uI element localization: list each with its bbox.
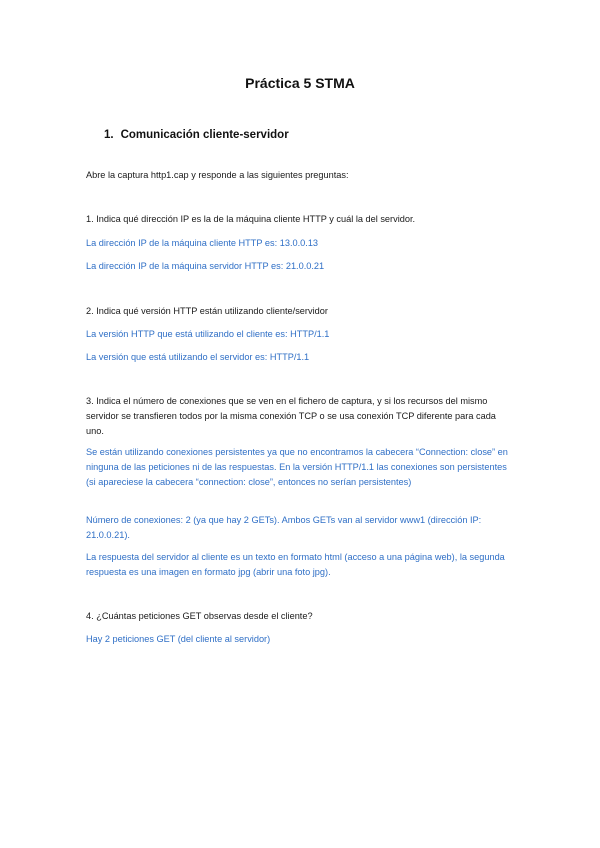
section-number: 1. bbox=[104, 129, 114, 141]
answer-3-persistent: Se están utilizando conexiones persistentes ya que no encontramos la cabecera “Connection: close” en ninguna de las peticiones ni de las respuestas. En la versión HTTP/1.1 las conexiones son persistentes (si apareciese la cabecera “connection: close”, entonces no serían persistentes) bbox=[86, 447, 508, 487]
answer-2-server-version: La versión que está utilizando el servidor es: HTTP/1.1 bbox=[86, 352, 310, 362]
question-4: 4. ¿Cuántas peticiones GET observas desde el cliente? bbox=[86, 611, 313, 621]
question-2: 2. Indica qué versión HTTP están utilizando cliente/servidor bbox=[86, 306, 328, 316]
answer-1-client-ip: La dirección IP de la máquina cliente HTTP es: 13.0.0.13 bbox=[86, 238, 319, 248]
answer-3-connections: Número de conexiones: 2 (ya que hay 2 GETs). Ambos GETs van al servidor www1 (dirección IP: 21.0.0.21). bbox=[86, 515, 482, 540]
question-3: 3. Indica el número de conexiones que se ven en el fichero de captura, y si los recursos del mismo servidor se transfieren todos por la misma conexión TCP o se usa conexión TCP diferente para cada uno. bbox=[86, 396, 496, 436]
intro-text: Abre la captura http1.cap y responde a las siguientes preguntas: bbox=[86, 170, 349, 180]
section-heading bbox=[104, 129, 289, 141]
answer-4-get-count: Hay 2 peticiones GET (del cliente al servidor) bbox=[86, 634, 271, 644]
section-title: Comunicación cliente-servidor bbox=[120, 129, 289, 141]
question-1: 1. Indica qué dirección IP es la de la máquina cliente HTTP y cuál la del servidor. bbox=[86, 214, 416, 224]
page-title: Práctica 5 STMA bbox=[245, 75, 355, 91]
answer-2-client-version: La versión HTTP que está utilizando el cliente es: HTTP/1.1 bbox=[86, 329, 330, 339]
answer-1-server-ip: La dirección IP de la máquina servidor HTTP es: 21.0.0.21 bbox=[86, 261, 325, 271]
answer-3-responses: La respuesta del servidor al cliente es un texto en formato html (acceso a una página web), la segunda respuesta es una imagen en formato jpg (abrir una foto jpg). bbox=[86, 552, 505, 577]
